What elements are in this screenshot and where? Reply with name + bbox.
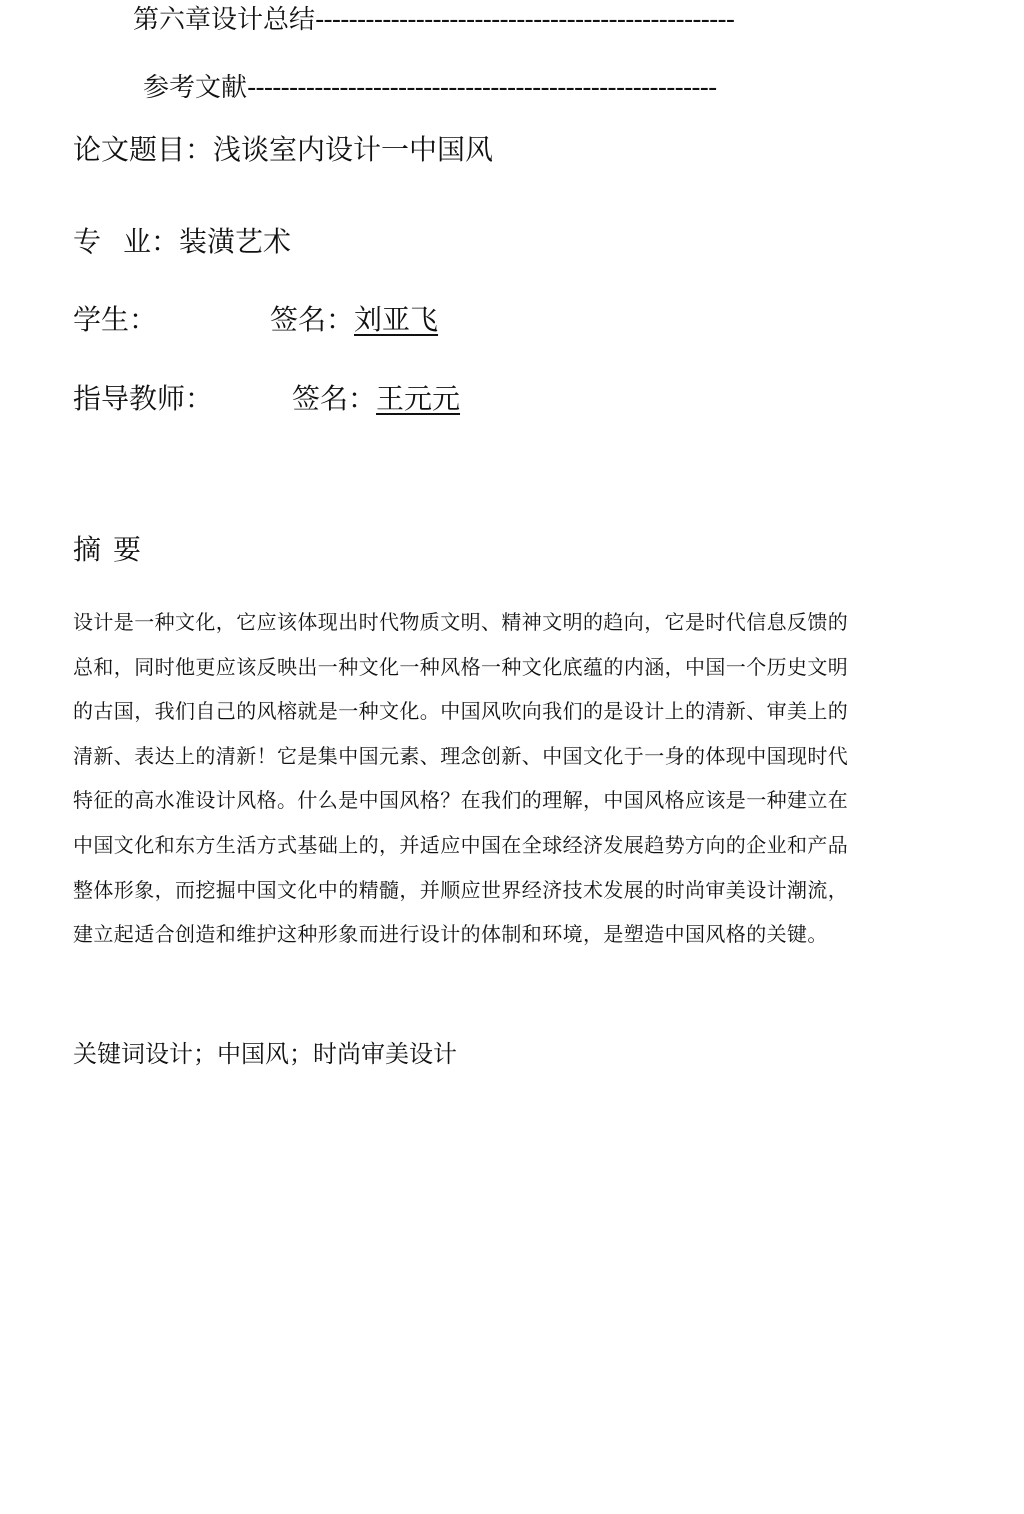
advisor-signature-name: 王元元 [376, 382, 461, 415]
abstract-body [73, 600, 913, 957]
advisor-signature [292, 379, 460, 419]
advisor-label: 指导教师： [73, 382, 214, 415]
toc-entry-chapter-6[interactable] [133, 2, 938, 38]
student-signature-label: 签名： [270, 303, 355, 336]
toc-leader: -------------------------------------------------- [315, 5, 735, 35]
abstract-line: 建立起适合创造和维护这种形象而进行设计的体制和环境，是塑造中国风格的关键。 [73, 922, 828, 947]
student-field [73, 300, 593, 340]
abstract-line: 特征的高水准设计风格。什么是中国风格？在我们的理解，中国风格应该是一种建立在 [73, 788, 849, 813]
abstract-line: 清新、表达上的清新！它是集中国元素、理念创新、中国文化于一身的体现中国现时代 [73, 743, 849, 768]
advisor-field [73, 379, 593, 419]
abstract-line: 设计是一种文化，它应该体现出时代物质文明、精神文明的趋向，它是时代信息反馈的 [73, 610, 849, 634]
abstract-line: 总和，同时他更应该反映出一种文化一种风格一种文化底蕴的内涵，中国一个历史文明 [73, 654, 849, 679]
abstract-line: 的古国，我们自己的风榕就是一种文化。中国风吹向我们的是设计上的清新、审美上的 [73, 699, 849, 724]
thesis-title-value: 浅谈室内设计一中国风 [213, 133, 494, 166]
toc-label: 参考文献 [143, 73, 248, 103]
toc-leader: -------------------------------------------------------- [247, 73, 717, 103]
thesis-title-field [73, 130, 493, 170]
thesis-title-label: 论文题目： [73, 133, 214, 166]
student-signature-name: 刘亚飞 [354, 303, 439, 336]
major-field [73, 222, 291, 262]
abstract-line: 中国文化和东方生活方式基础上的，并适应中国在全球经济发展趋势方向的企业和产品 [73, 832, 849, 857]
major-value: 装潢艺术 [179, 225, 292, 258]
advisor-signature-label: 签名： [292, 382, 377, 415]
major-label-part-2: 业： [123, 225, 180, 258]
toc-entry-references[interactable] [143, 70, 951, 106]
abstract-heading: 摘要 [73, 533, 154, 566]
major-label-part-1: 专 [73, 225, 102, 258]
toc-label: 第六章设计总结 [133, 5, 316, 35]
student-signature [270, 300, 438, 340]
keywords-line: 关键词设计；中国风；时尚审美设计 [73, 1040, 457, 1068]
abstract-line: 整体形象，而挖掘中国文化中的精髓，并顺应世界经济技术发展的时尚审美设计潮流， [73, 877, 849, 902]
student-label: 学生： [73, 303, 158, 336]
